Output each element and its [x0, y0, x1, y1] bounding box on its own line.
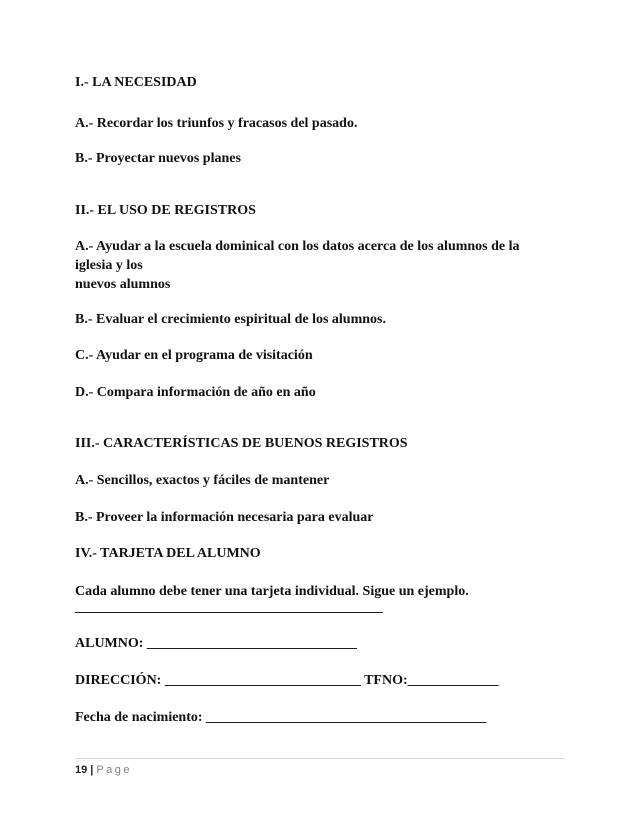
section-2-item-a-line-1: A.- Ayudar a la escuela dominical con los datos acerca de los alumnos de la	[75, 239, 520, 254]
section-2-item-d: D.- Compara información de año en año	[75, 385, 316, 400]
separator-underline: ____________________________________________	[75, 600, 383, 615]
section-3-heading: III.- CARACTERÍSTICAS DE BUENOS REGISTROS	[75, 436, 408, 451]
field-fecha-nacimiento: Fecha de nacimiento: ________________________________________	[75, 710, 487, 725]
page-footer	[75, 764, 132, 776]
section-2-item-a-line-3: nuevos alumnos	[75, 277, 171, 292]
section-4-heading: IV.- TARJETA DEL ALUMNO	[75, 546, 261, 561]
footer-rule	[75, 758, 565, 759]
section-1-item-b: B.- Proyectar nuevos planes	[75, 151, 241, 166]
section-2-item-b: B.- Evaluar el crecimiento espiritual de los alumnos.	[75, 312, 386, 327]
section-2-item-a-line-2: iglesia y los	[75, 258, 143, 273]
section-1-item-a: A.- Recordar los triunfos y fracasos del pasado.	[75, 116, 358, 131]
footer-separator: |	[90, 764, 94, 776]
section-3-item-a: A.- Sencillos, exactos y fáciles de mantener	[75, 473, 330, 488]
section-4-intro: Cada alumno debe tener una tarjeta individual. Sigue un ejemplo.	[75, 584, 469, 599]
section-3-item-b: B.- Proveer la información necesaria para evaluar	[75, 510, 374, 525]
page-number: 19	[75, 764, 88, 776]
section-2-heading: II.- EL USO DE REGISTROS	[75, 203, 256, 218]
page-word: Page	[96, 764, 133, 776]
field-direccion-tfno: DIRECCIÓN: ____________________________ TFNO:_____________	[75, 673, 499, 688]
field-alumno: ALUMNO: ______________________________	[75, 636, 357, 651]
section-2-item-c: C.- Ayudar en el programa de visitación	[75, 348, 313, 363]
section-1-heading: I.- LA NECESIDAD	[75, 75, 197, 90]
